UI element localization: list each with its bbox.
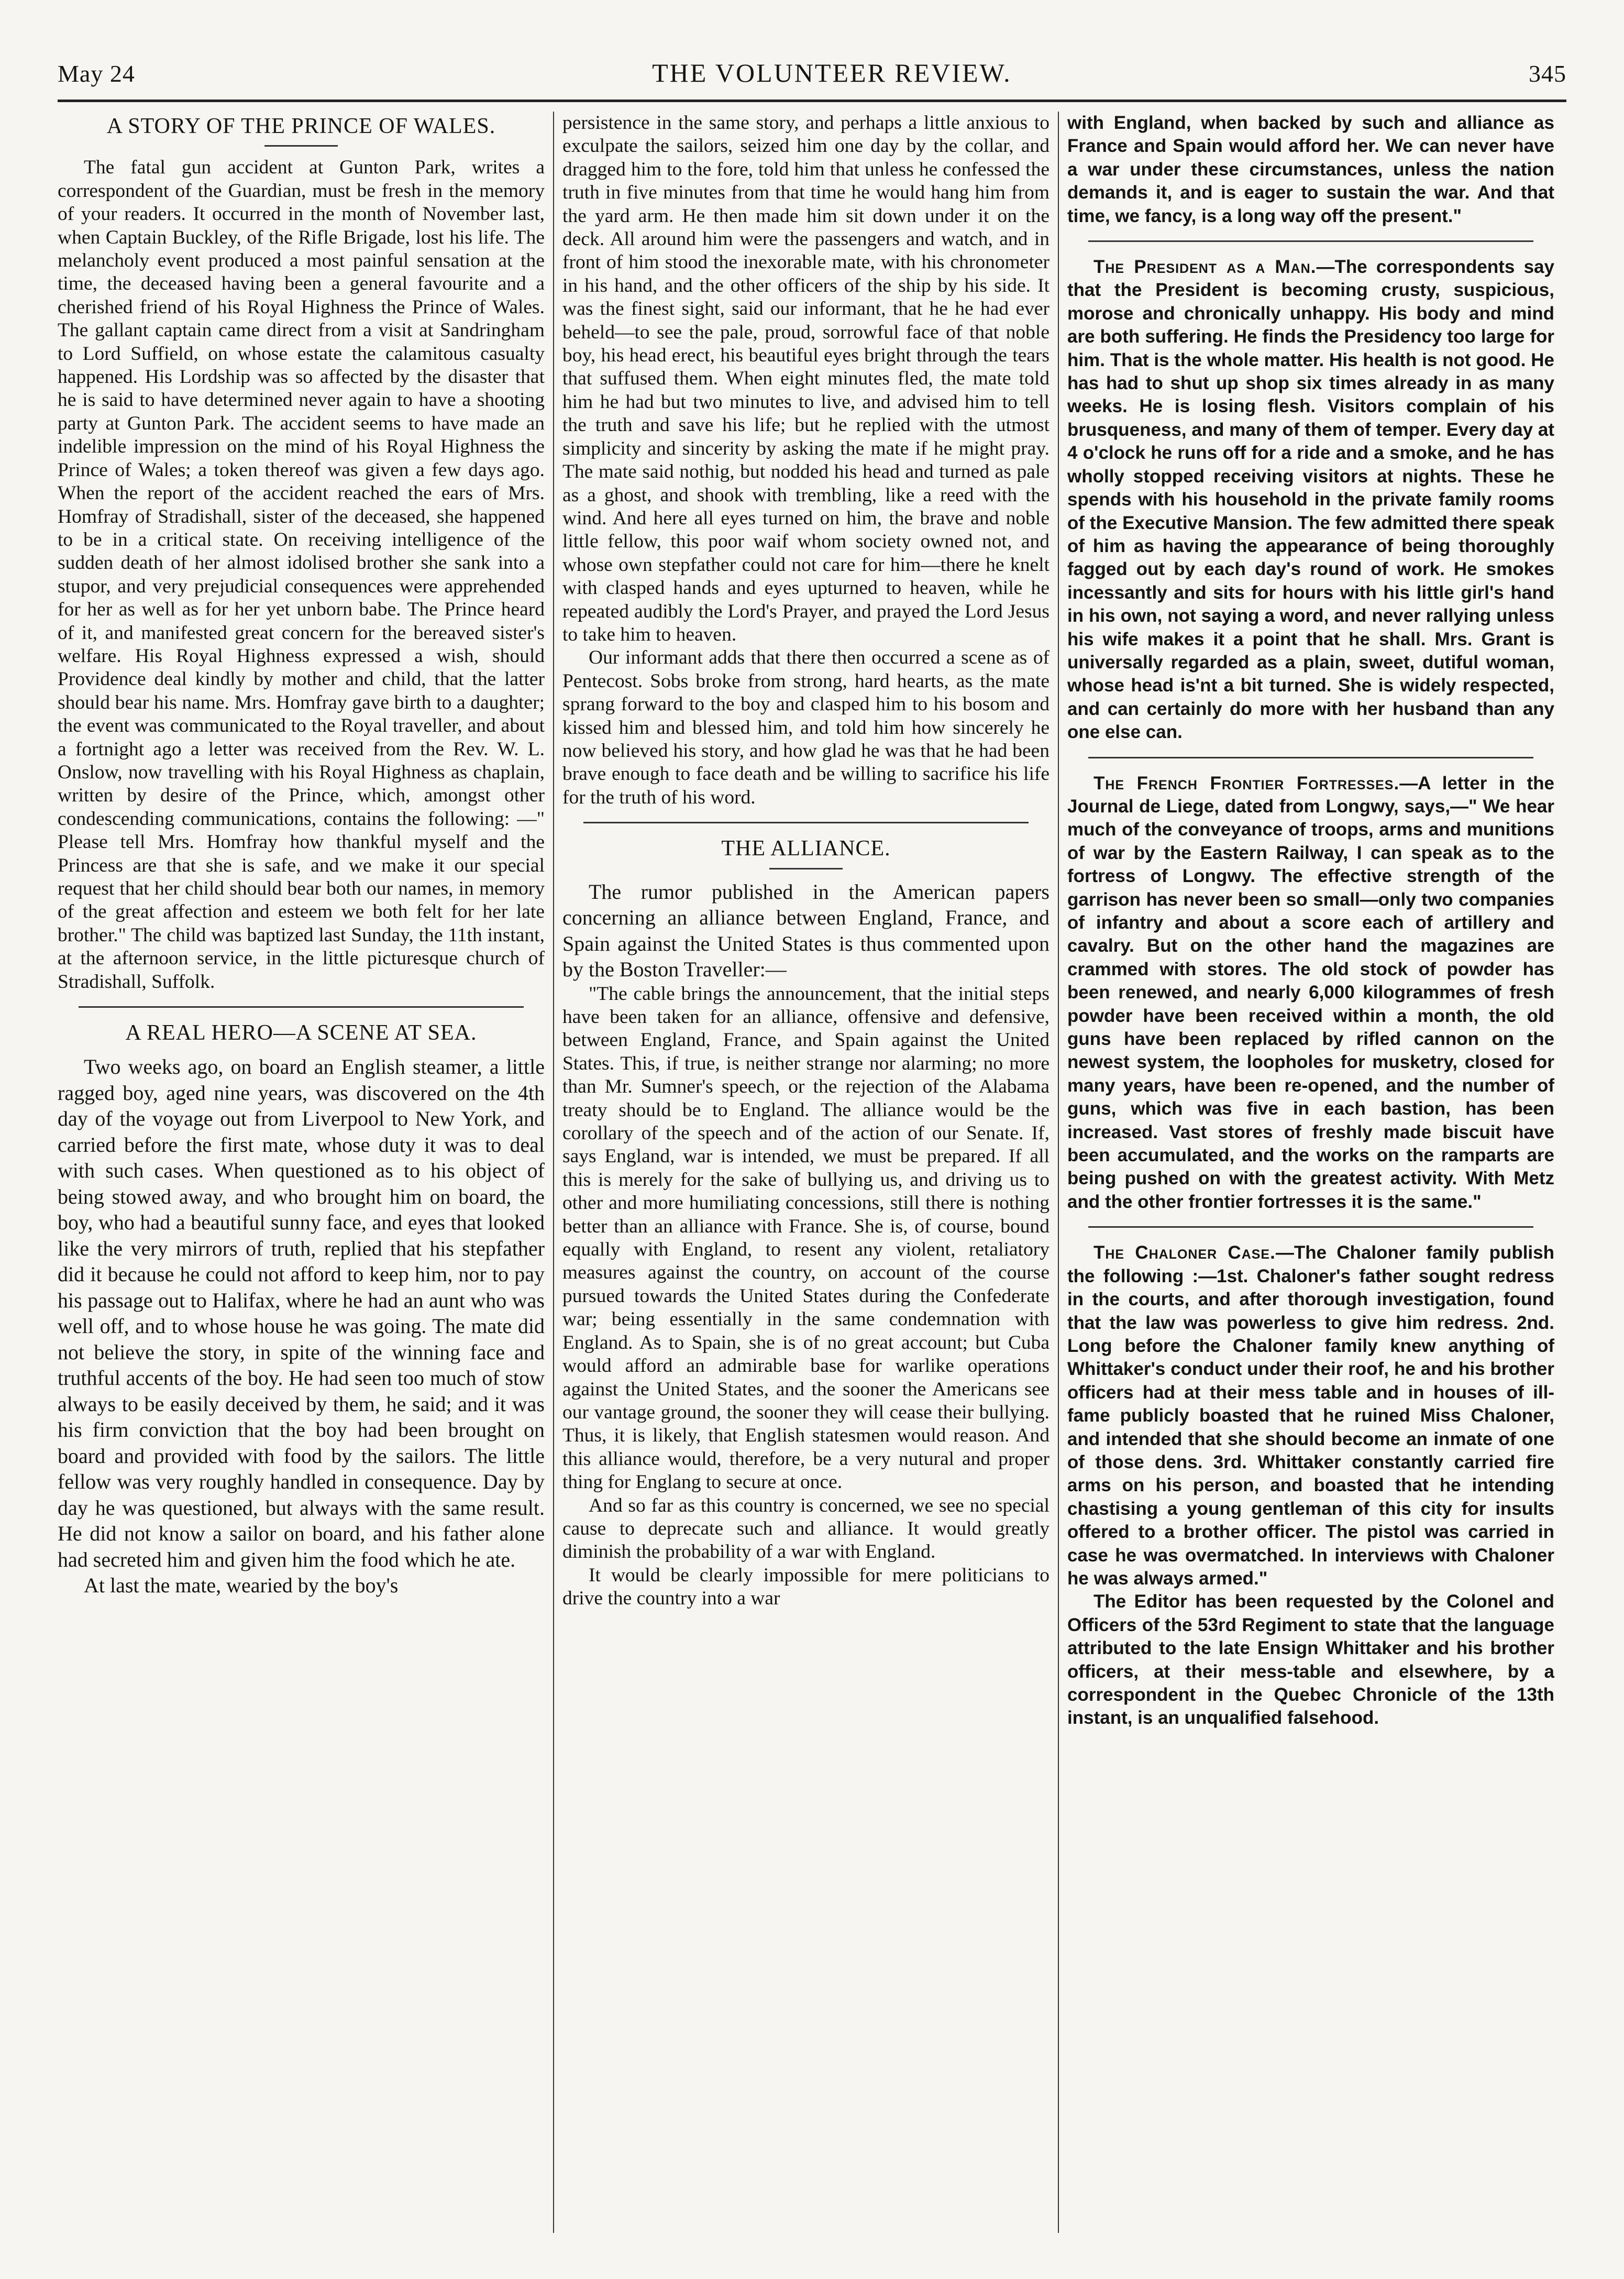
column-divider — [1058, 112, 1059, 2233]
article-title-prince-of-wales: A STORY OF THE PRINCE OF WALES. — [106, 114, 496, 138]
column-divider — [553, 112, 554, 2233]
article-paragraph: "The cable brings the announcement, that the initial steps have been taken for an alliance, offensive and defensive, between England, France, and Spain against the United States. This, if true, is neither strange nor alarming; no more than Mr. Sumner's speech, or the rejection of the Alabama treaty should be to England. The alliance would be the corollary of the speech and of the action of our Senate. If, says England, war is intended, we must be prepared. If all this is merely for the sake of bullying us, and driving us to other and more humiliating concessions, still there is nothing better than an alliance with France. She is, of course, bound equally with England, to resent any violent, retaliatory measures against the country, on account of the course pursued towards the United States during the Confederate war; being essentially in the same condemnation with England. As to Spain, she is of no great account; but Cuba would afford an admirable base for warlike operations against the United States, and the sooner the Americans see our vantage ground, the sooner they will cease their bullying. Thus, it is likely, that English statesmen would reason. And this alliance would, therefore, be a very nutural and proper thing for Englang to secure at once. — [562, 983, 1049, 1493]
issue-date: May 24 — [58, 60, 135, 87]
article-french-fortresses — [1067, 772, 1554, 1214]
column-1 — [58, 112, 545, 2233]
article-lead-chaloner-case: The Chaloner Case. — [1093, 1242, 1276, 1263]
running-head — [58, 58, 1566, 102]
article-paragraph: The fatal gun accident at Gunton Park, writes a correspondent of the Guardian, must be fresh in the memory of your readers. It occurred in the month of November last, when Captain Buckley, of the Rifle Brigade, lost his life. The melancholy event produced a most painful sensation at the time, the deceased having been a general favourite and a cherished friend of his Royal Highness the Prince of Wales. The gallant captain came direct from a visit at Sandringham to Lord Suffield, on whose estate the calamitous casualty happened. His Lordship was so affected by the disaster that he is said to have determined never again to have a shooting party at Gunton Park. The accident seems to have made an indelible impression on the mind of his Royal Highness the Prince of Wales; a token thereof was given a few days ago. When the report of the accident reached the ears of Mrs. Homfray of Stradishall, sister of the deceased, she happened to be in a critical state. On receiving intelligence of the sudden death of her almost idolised brother she sank into a stupor, and very prejudicial consequences were apprehended for her as well as for her yet unborn babe. The Prince heard of it, and manifested great concern for the bereaved sister's welfare. His Royal Highness expressed a wish, should Providence deal kindly by mother and child, that the latter should bear his name. Mrs. Homfray gave birth to a daughter; the event was communicated to the Royal traveller, and about a fortnight ago a letter was received from the Rev. W. L. Onslow, now travelling with his Royal Highness as chaplain, written by desire of the Prince, which, amongst other condescending communications, contains the following: —" Please tell Mrs. Homfray how thankful myself and the Princess are that she is safe, and we make it our special request that her child should bear both our names, in memory of the great affection and esteem we both felt for her late brother." The child was baptized last Sunday, the 11th instant, at the afternoon service, in the little picturesque church of Stradishall, Suffolk. — [58, 157, 545, 993]
title-rule — [769, 868, 843, 869]
article-title-real-hero: A REAL HERO—A SCENE AT SEA. — [125, 1021, 477, 1045]
article-paragraph: with England, when backed by such and alliance as France and Spain would afford her. We can never have a war under these circumstances, unless the nation demands it, and is eager to sustain the war. And that time, we fancy, is a long way off the present." — [1067, 113, 1554, 226]
article-president — [1067, 256, 1554, 744]
article-paragraph: And so far as this country is concerned, we see no special cause to deprecate such and alliance. It would greatly diminish the probability of a war with England. — [562, 1494, 1049, 1563]
article-chaloner-case — [1067, 1241, 1554, 1590]
column-2 — [562, 112, 1049, 2233]
article-separator — [583, 822, 1029, 823]
article-paragraph: The Editor has been requested by the Colonel and Officers of the 53rd Regiment to state that the language attributed to the late Ensign Whittaker and his brother officers, at their mess-table and elsewhere, by a correspondent in the Quebec Chronicle of the 13th instant, is an unqualified falsehood. — [1067, 1591, 1554, 1728]
article-body: —A letter in the Journal de Liege, dated from Longwy, says,—" We hear much of the conveyance of troops, arms and munitions of war by the Eastern Railway, I can speak as to the fortress of Longwy. The effective strength of the garrison has never been so small—only two companies of infantry and about a score each of artillery and cavalry. But on the other hand the magazines are crammed with stores. The old stock of powder has been renewed, and nearly 6,000 kilogrammes of fresh powder have been received within a month, the old guns have been replaced by rifled cannon on the newest system, the loopholes for musketry, closed for many years, have been re-opened, and the number of guns, which was five in each bastion, has been increased. Vast stores of freshly made biscuit have been accumulated, and the works on the ramparts are being pushed on with the greatest activity. With Metz and the other frontier fortresses it is the same." — [1067, 773, 1555, 1212]
article-paragraph: Our informant adds that there then occurred a scene as of Pentecost. Sobs broke from strong, hard hearts, as the mate sprang forward to the boy and clasped him to his bosom and kissed him and blessed him, and told him how sincerely he now believed his story, and how glad he was that he had been brave enough to face death and be willing to sacrifice his life for the truth of his word. — [562, 647, 1049, 808]
article-paragraph: It would be clearly impossible for mere politicians to drive the country into a war — [562, 1564, 1049, 1610]
article-lead-french-fortresses: The French Frontier Fortresses. — [1093, 773, 1400, 794]
article-lead-president: The President as a Man. — [1093, 257, 1317, 278]
column-3 — [1067, 112, 1554, 2233]
article-separator — [1088, 757, 1533, 758]
article-separator — [1088, 240, 1533, 242]
article-paragraph: The rumor published in the American papers concerning an alliance between England, France, and Spain against the United States is thus commented upon by the Boston Traveller:— — [562, 879, 1049, 982]
article-body: —The correspondents say that the President is becoming crusty, suspicious, morose and chronically unhappy. His body and mind are both suffering. He finds the Presidency too large for him. That is the whole matter. His health is not good. He has had to shut up shop six times already in as many weeks. He is losing flesh. Visitors complain of his brusqueness, and many of them of temper. Every day at 4 o'clock he runs off for a ride and a smoke, and he has wholly stopped receiving visitors at nights. These he spends with his household in the private family rooms of the Executive Mansion. The few admitted there speak of him as having the appearance of being thoroughly fagged out by each day's round of work. He smokes incessantly and sits for hours with his little girl's hand in his own, not saying a word, and never rallying unless his wife makes it a point that he shall. Mrs. Grant is universally regarded as a plain, sweet, dutiful woman, whose head is'nt a bit turned. She is widely respected, and can certainly do more with her husband than any one else can. — [1067, 257, 1554, 743]
article-columns — [58, 112, 1566, 2233]
title-rule — [264, 145, 338, 147]
article-separator — [79, 1006, 524, 1008]
article-paragraph: persistence in the same story, and perhaps a little anxious to exculpate the sailors, seized him one day by the collar, and dragged him to the fore, told him that unless he confessed the truth in five minutes from that time he would hang him from the yard arm. He then made him sit down under it on the deck. All around him were the passengers and watch, and in front of him stood the inexorable mate, with his chronometer in his hand, and the other officers of the ship by his side. It was the finest sight, said our informant, that he he had ever beheld—to see the pale, proud, sorrowful face of that noble boy, his head erect, his beautiful eyes bright through the tears that suffused them. When eight minutes fled, the mate told him he had but two minutes to live, and advised him to tell the truth and save his life; but he replied with the utmost simplicity and sincerity by asking the mate if he might pray. The mate said nothig, but nodded his head and turned as pale as a ghost, and shook with trembling, like a reed with the wind. And here all eyes turned on him, the brave and noble little fellow, this poor waif whom society owned not, and whose own stepfather could not care for him—there he knelt with clasped hands and eyes upturned to heaven, while he repeated audibly the Lord's Prayer, and prayed the Lord Jesus to take him to heaven. — [562, 112, 1049, 645]
publication-title: THE VOLUNTEER REVIEW. — [652, 58, 1012, 87]
article-body: —The Chaloner family publish the following :—1st. Chaloner's father sought redress in the courts, and after thorough investigation, found that the law was powerless to give him redress. 2nd. Long before the Chaloner family knew anything of Whittaker's conduct under their roof, he and his brother officers had at their mess table and in houses of ill-fame publicly boasted that he ruined Miss Chaloner, and intended that she should become an inmate of one of those dens. 3rd. Whittaker constantly carried fire arms on his person, and boasted that he intending chastising a young gentleman of this city for insults offered to a brother officer. The pistol was carried in case he was overmatched. In interviews with Chaloner he was always armed." — [1067, 1242, 1554, 1589]
article-paragraph: At last the mate, wearied by the boy's — [84, 1573, 399, 1598]
page-number: 345 — [1529, 60, 1566, 87]
article-paragraph: Two weeks ago, on board an English steamer, a little ragged boy, aged nine years, was discovered on the 4th day of the voyage out from Liverpool to New York, and carried before the first mate, whose duty it was to deal with such cases. When questioned as to his object of being stowed away, and who brought him on board, the boy, who had a beautiful sunny face, and eyes that looked like the very mirrors of truth, replied that his stepfather did it because he could not afford to keep him, nor to pay his passage out to Halifax, where he had an aunt who was well off, and to whose house he was going. The mate did not believe the story, in spite of the winning face and truthful accents of the boy. He had seen too much of stow always to be easily deceived by them, he said; and it was his firm conviction that the boy had been brought on board and provided with food by the sailors. The little fellow was very roughly handled in consequence. Day by day he was questioned, but always with the same result. He did not know a sailor on board, and his father alone had secreted him and given him the food which he ate. — [58, 1055, 545, 1571]
article-separator — [1088, 1226, 1533, 1228]
article-title-alliance: THE ALLIANCE. — [721, 836, 891, 861]
